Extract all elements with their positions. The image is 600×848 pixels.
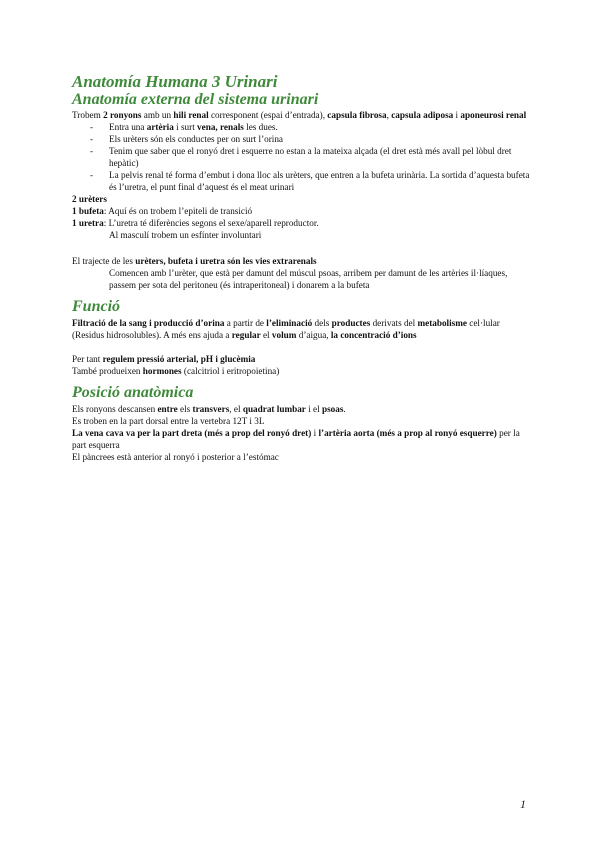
list-item: - Els urèters són els conductes per on surt l’orina: [90, 134, 284, 144]
posicio-paragraph-4: El pàncrees està anterior al ronyó i posterior a l’estómac: [72, 452, 279, 462]
funcio-paragraph-3: També produeixen hormones (calcitriol i eritropoietina): [72, 366, 280, 376]
trajecte-paragraph: El trajecte de les urèters, bufeta i uretra són les vies extrarenals: [72, 256, 317, 266]
funcio-paragraph-2: Per tant regulem pressió arterial, pH i glucèmia: [72, 354, 256, 364]
uretra-note: Al masculí trobem un esfínter involuntari: [109, 230, 262, 240]
heading-funcio: Funció: [72, 298, 121, 315]
intro-paragraph: Trobem 2 ronyons amb un hili renal corresponent (espai d’entrada), capsula fibrosa, capsula adiposa i aponeurosi renal: [72, 110, 527, 120]
document-title: Anatomía Humana 3 Urinari: [72, 72, 278, 91]
heading-anatomia-externa: Anatomía externa del sistema urinari: [72, 91, 319, 108]
posicio-paragraph-1: Els ronyons descansen entre els transvers, el quadrat lumbar i el psoas.: [72, 404, 346, 414]
posicio-paragraph-3: La vena cava va per la part dreta (més a prop del ronyó dret) i l’artèria aorta (més a prop al ronyó esquerre) per la part esquerra: [72, 428, 520, 450]
list-item: - La pelvis renal té forma d’embut i dona lloc als urèters, que entren a la bufeta urinària. La sortida d’aquesta bufeta és l’uretra, el punt final d’aquest és el meat urinari: [90, 170, 530, 192]
uretra-line: 1 uretra: L’uretra té diferències segons el sexe/aparell reproductor.: [72, 218, 319, 228]
ureters-line: 2 urèters: [72, 194, 107, 204]
posicio-paragraph-2: Es troben en la part dorsal entre la vertebra 12T i 3L: [72, 416, 265, 426]
list-item: - Tenim que saber que el ronyó dret i esquerre no estan a la mateixa alçada (el dret està més avall pel lòbul dret hepàtic): [90, 146, 512, 168]
bufeta-line: 1 bufeta: Aquí és on trobem l’epiteli de transició: [72, 206, 253, 216]
funcio-paragraph-1: Filtració de la sang i producció d’orina a partir de l’eliminació dels productes derivats del metabolisme cel·lular (Residus hidrosolubles). A més ens ajuda a regular el volum d’aigua, la concentració d’ions: [72, 318, 500, 340]
trajecte-detail: Comencen amb l’urèter, que està per damunt del múscul psoas, arribem per damunt de les artèries il·líaques, passem per sota del peritoneu (és intraperitoneal) i donarem a la bufeta: [109, 268, 508, 290]
heading-posicio: Posició anatòmica: [72, 384, 194, 401]
bullet-list: [72, 121, 532, 193]
document-page: [72, 72, 532, 463]
list-item: - Entra una artèria i surt vena, renals les dues.: [90, 122, 278, 132]
page-number: 1: [520, 797, 526, 811]
